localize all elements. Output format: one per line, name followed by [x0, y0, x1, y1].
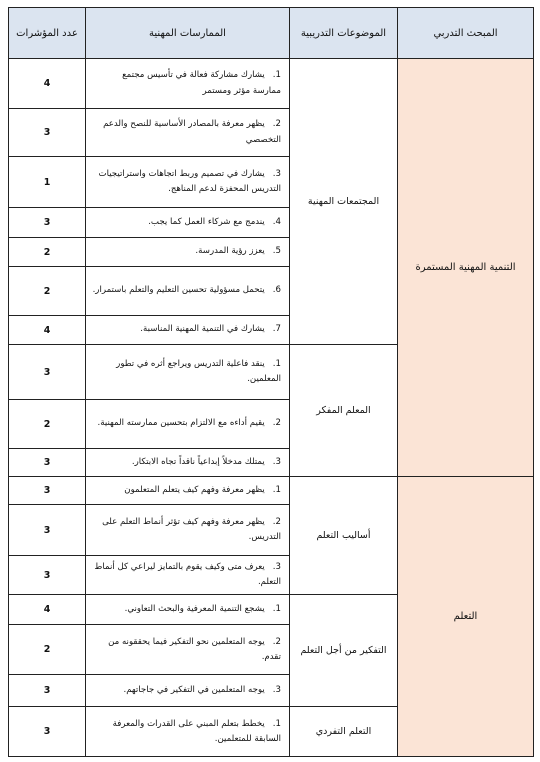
practice-text: يمتلك مدخلاً إبداعياً ناقداً تجاه الابتكار. — [131, 456, 265, 467]
count-cell: 4 — [9, 316, 86, 345]
count-cell: 3 — [9, 449, 86, 477]
practice-number: 1. — [272, 718, 281, 729]
practice-text: يظهر معرفة وفهم كيف تؤثر أنماط التعلم على التدريس. — [102, 516, 281, 542]
practice-text: يندمج مع شركاء العمل كما يجب. — [148, 216, 265, 227]
practice-cell — [86, 267, 290, 316]
practice-cell — [86, 477, 290, 505]
topic-cell: المعلم المفكر — [290, 345, 398, 477]
practice-text: يعزز رؤية المدرسة. — [195, 246, 265, 257]
practice-number: 4. — [272, 216, 281, 227]
practice-text: يشارك في تصميم وربط اتجاهات واستراتيجيات التدريس المحفزة لدعم المناهج. — [98, 168, 281, 194]
practice-cell — [86, 505, 290, 556]
practice-number: 3. — [272, 685, 281, 696]
practice-number: 1. — [272, 358, 281, 369]
practice-text: يخطط بتعلم المبني على القدرات والمعرفة السابقة للمتعلمين. — [112, 718, 281, 744]
practice-text: ينقد فاعلية التدريس ويراجع أثره في تطور المعلمين. — [116, 358, 281, 384]
practice-number: 1. — [272, 70, 281, 81]
practice-cell — [86, 316, 290, 345]
domain-cell: التنمية المهنية المستمرة — [398, 59, 534, 477]
count-cell: 4 — [9, 595, 86, 625]
count-cell: 2 — [9, 267, 86, 316]
header-topics: الموضوعات التدريبية — [290, 8, 398, 59]
practice-number: 1. — [272, 604, 281, 615]
practice-number: 1. — [272, 484, 281, 495]
count-cell: 3 — [9, 707, 86, 757]
practice-number: 6. — [272, 285, 281, 296]
practice-cell — [86, 707, 290, 757]
practice-number: 2. — [272, 636, 281, 647]
header-domain: المبحث التدربي — [398, 8, 534, 59]
practice-text: يظهر معرفة وفهم كيف يتعلم المتعلمون — [124, 484, 265, 495]
practice-cell — [86, 208, 290, 238]
practice-number: 2. — [272, 119, 281, 130]
practice-number: 3. — [272, 456, 281, 467]
count-cell: 3 — [9, 556, 86, 595]
practice-number: 7. — [272, 324, 281, 335]
practice-cell — [86, 345, 290, 400]
count-cell: 3 — [9, 675, 86, 707]
practice-number: 3. — [272, 562, 281, 572]
count-cell: 3 — [9, 208, 86, 238]
topic-cell: أساليب التعلم — [290, 477, 398, 595]
practice-number: 2. — [272, 418, 281, 429]
practice-text: يشجع التنمية المعرفية والبحث التعاوني. — [124, 604, 265, 615]
table-row — [9, 477, 534, 505]
count-cell: 3 — [9, 505, 86, 556]
practice-cell — [86, 449, 290, 477]
table-row — [9, 59, 534, 109]
practice-number: 2. — [272, 516, 281, 527]
practice-text: يشارك مشاركة فعالة في تأسيس مجتمع ممارسة مؤثر ومستمر — [122, 70, 281, 96]
practice-number: 3. — [272, 168, 281, 179]
practice-cell — [86, 675, 290, 707]
header-count: عدد المؤشرات — [9, 8, 86, 59]
practice-cell — [86, 556, 290, 595]
practice-text: يقيم أداءه مع الالتزام بتحسين ممارسته المهنية. — [97, 418, 265, 429]
practice-cell — [86, 400, 290, 449]
header-row — [9, 8, 534, 59]
training-table — [8, 7, 534, 757]
practice-text: يوجه المتعلمين نحو التفكير فيما يحققونه من تقدم. — [108, 636, 281, 662]
count-cell: 3 — [9, 345, 86, 400]
count-cell: 2 — [9, 238, 86, 267]
topic-cell: التفكير من أجل التعلم — [290, 595, 398, 707]
practice-cell — [86, 625, 290, 675]
topic-cell: المجتمعات المهنية — [290, 59, 398, 345]
practice-text: يظهر معرفة بالمصادر الأساسية للنصح والدعم التخصصي — [103, 119, 281, 145]
count-cell: 2 — [9, 625, 86, 675]
practice-cell — [86, 157, 290, 208]
header-practices: الممارسات المهنية — [86, 8, 290, 59]
practice-cell — [86, 238, 290, 267]
practice-text: يوجه المتعلمين في التفكير في جاجاتهم. — [123, 685, 265, 696]
count-cell: 2 — [9, 400, 86, 449]
count-cell: 1 — [9, 157, 86, 208]
domain-cell: التعلم — [398, 477, 534, 757]
practice-cell — [86, 109, 290, 157]
practice-text: يشارك في التنمية المهنية المناسبة. — [140, 324, 265, 335]
topic-cell: التعلم التفردي — [290, 707, 398, 757]
practice-text: يتحمل مسؤولية تحسين التعليم والتعلم باستمرار. — [92, 285, 265, 296]
practice-text: يعرف متى وكيف يقوم بالتمايز ليراعي كل أنماط التعلم. — [94, 562, 281, 588]
count-cell: 3 — [9, 109, 86, 157]
count-cell: 3 — [9, 477, 86, 505]
practice-cell — [86, 595, 290, 625]
count-cell: 4 — [9, 59, 86, 109]
practice-number: 5. — [272, 246, 281, 257]
practice-cell — [86, 59, 290, 109]
